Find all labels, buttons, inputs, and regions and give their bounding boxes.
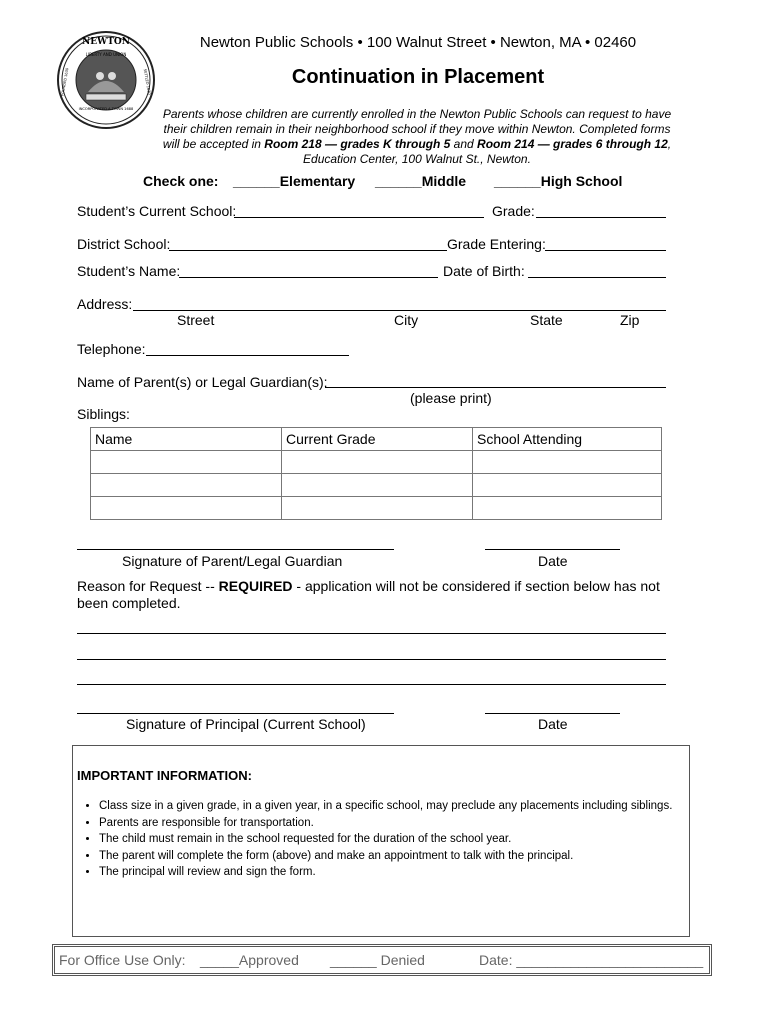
current-school-field[interactable] <box>234 217 484 218</box>
list-item: • The child must remain in the school requested for the duration of the school year. <box>99 831 689 848</box>
address-label: Address: <box>77 296 133 312</box>
telephone-label: Telephone: <box>77 341 146 357</box>
parent-name-field[interactable] <box>325 387 666 388</box>
list-item: • Parents are responsible for transportation. <box>99 815 689 832</box>
sibling-grade-cell[interactable] <box>282 474 473 497</box>
grade-entering-label: Grade Entering: <box>447 236 546 252</box>
grade-entering-field[interactable] <box>545 250 666 251</box>
parent-signature-field[interactable] <box>77 549 394 550</box>
high-school-option[interactable]: ______High School <box>494 173 623 189</box>
principal-date-caption: Date <box>538 716 568 732</box>
school-address: Newton Public Schools • 100 Walnut Street • Newton, MA • 02460 <box>199 34 637 51</box>
header-name: Name <box>91 428 282 451</box>
siblings-table <box>90 427 662 520</box>
list-item: • Class size in a given grade, in a given year, in a specific school, may preclude any placements including siblings. <box>99 798 689 815</box>
seal-ring-left: FOUNDED 1630 <box>60 67 70 97</box>
seal-ring-top: NEWTON <box>82 37 130 47</box>
reason-line-1[interactable] <box>77 633 666 634</box>
approved-field[interactable]: _____Approved <box>200 952 299 968</box>
page-title: Continuation in Placement <box>291 66 545 88</box>
seal-banner: LIBERTY AND UNION <box>85 52 127 57</box>
district-school-field[interactable] <box>169 250 447 251</box>
sibling-school-cell[interactable] <box>473 474 662 497</box>
check-one-label: Check one: <box>143 173 219 189</box>
intro-paragraph: Parents whose children are currently enrolled in the Newton Public Schools can request to have their children remain in their neighborhood school if they move within Newton. Completed forms will be accepted in Room 218 — grades K through 5 and Room 214 — grades 6 through 12, Education Center, 100 Walnut St., Newton. <box>162 107 672 166</box>
sibling-grade-cell[interactable] <box>282 451 473 474</box>
telephone-field[interactable] <box>146 355 349 356</box>
middle-option[interactable]: ______Middle <box>375 173 467 189</box>
important-heading: IMPORTANT INFORMATION: <box>77 768 252 783</box>
sibling-school-cell[interactable] <box>473 497 662 520</box>
table-row <box>91 474 662 497</box>
reason-label-line2: been completed. <box>77 595 181 611</box>
parent-date-caption: Date <box>538 553 568 569</box>
zip-caption: Zip <box>620 312 640 328</box>
dob-field[interactable] <box>528 277 666 278</box>
current-school-label: Student’s Current School: <box>77 203 237 219</box>
principal-date-field[interactable] <box>485 713 620 714</box>
header-school-attending: School Attending <box>473 428 662 451</box>
street-caption: Street <box>177 312 215 328</box>
office-use-label: For Office Use Only: <box>59 952 186 968</box>
table-row <box>91 451 662 474</box>
seal-bottom: INCORPORATED A TOWN 1688 <box>78 107 134 111</box>
parent-date-field[interactable] <box>485 549 620 550</box>
sibling-grade-cell[interactable] <box>282 497 473 520</box>
sibling-name-cell[interactable] <box>91 451 282 474</box>
reason-line-3[interactable] <box>77 684 666 685</box>
important-list <box>73 798 689 881</box>
grade-field[interactable] <box>536 217 666 218</box>
table-row <box>91 497 662 520</box>
dob-label: Date of Birth: <box>443 263 525 279</box>
student-name-label: Student’s Name: <box>77 263 181 279</box>
important-info-box <box>72 745 690 937</box>
reason-label: Reason for Request -- REQUIRED - application will not be considered if section below has not <box>77 578 660 594</box>
city-caption: City <box>394 312 419 328</box>
seal-ring-right: SETTLED 1630 <box>142 68 152 96</box>
address-field[interactable] <box>133 310 666 311</box>
parent-name-label: Name of Parent(s) or Legal Guardian(s): <box>77 374 328 390</box>
office-date-field[interactable]: Date: ________________________ <box>479 952 704 968</box>
sibling-school-cell[interactable] <box>473 451 662 474</box>
list-item: • The principal will review and sign the form. <box>99 864 689 881</box>
principal-signature-caption: Signature of Principal (Current School) <box>126 716 366 732</box>
sibling-name-cell[interactable] <box>91 474 282 497</box>
elementary-option[interactable]: ______Elementary <box>233 173 356 189</box>
grade-label: Grade: <box>492 203 535 219</box>
sibling-name-cell[interactable] <box>91 497 282 520</box>
principal-signature-field[interactable] <box>77 713 394 714</box>
please-print-caption: (please print) <box>410 390 492 406</box>
siblings-label: Siblings: <box>77 406 130 422</box>
state-caption: State <box>530 312 563 328</box>
list-item: • The parent will complete the form (above) and make an appointment to talk with the principal. <box>99 848 689 865</box>
denied-field[interactable]: ______ Denied <box>330 952 425 968</box>
table-header-row <box>91 428 662 451</box>
parent-signature-caption: Signature of Parent/Legal Guardian <box>122 553 343 569</box>
header-current-grade: Current Grade <box>282 428 473 451</box>
office-use-box <box>52 944 712 976</box>
district-school-label: District School: <box>77 236 171 252</box>
student-name-field[interactable] <box>179 277 438 278</box>
reason-line-2[interactable] <box>77 659 666 660</box>
